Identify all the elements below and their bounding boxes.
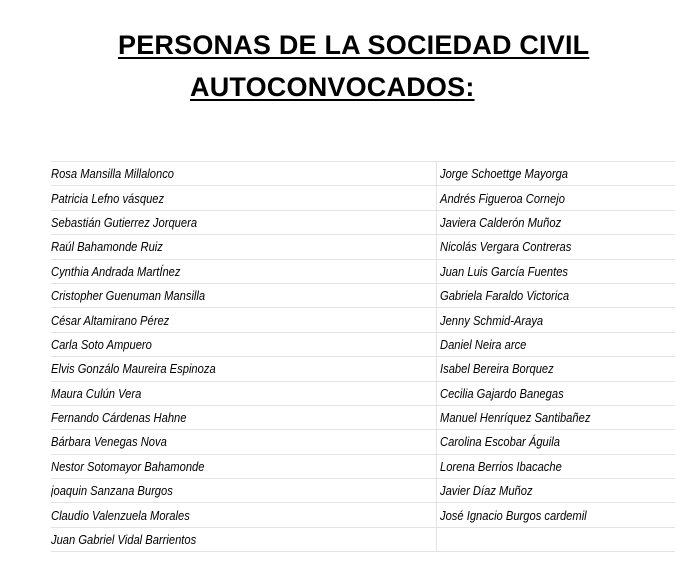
name-cell-right xyxy=(437,283,676,307)
name-cell-left xyxy=(51,283,437,307)
name-right: Javiera Calderón Muñoz xyxy=(440,214,562,230)
name-cell-left xyxy=(51,162,437,186)
table-row xyxy=(13,210,675,234)
name-cell-right xyxy=(437,503,676,527)
name-cell-right xyxy=(437,186,676,210)
name-cell-left xyxy=(51,235,437,259)
row-gutter xyxy=(13,479,51,503)
name-cell-left xyxy=(51,527,437,551)
row-gutter xyxy=(13,527,51,551)
name-left: Juan Gabriel Vidal Barrientos xyxy=(51,532,197,548)
name-cell-right xyxy=(437,527,676,551)
name-cell-left xyxy=(51,405,437,429)
name-left: Rosa Mansilla Millalonco xyxy=(51,166,175,182)
name-left: César Altamirano Pérez xyxy=(51,312,170,328)
table-row xyxy=(13,332,675,356)
name-left: Sebastián Gutierrez Jorquera xyxy=(51,214,198,230)
name-cell-left xyxy=(51,503,437,527)
name-left: Patricia Lefno vásquez xyxy=(51,190,165,206)
table-row xyxy=(13,503,675,527)
table-row xyxy=(13,235,675,259)
name-left: Cynthia Andrada MartÍnez xyxy=(51,263,181,279)
name-cell-left xyxy=(51,332,437,356)
row-gutter xyxy=(13,210,51,234)
title-line-2: AUTOCONVOCADOS: xyxy=(190,72,475,102)
row-gutter xyxy=(13,405,51,429)
name-right: Javier Díaz Muñoz xyxy=(440,483,533,499)
row-gutter xyxy=(13,454,51,478)
name-cell-left xyxy=(51,186,437,210)
table-row xyxy=(13,308,675,332)
name-left: Bárbara Venegas Nova xyxy=(51,434,167,450)
name-left: Raúl Bahamonde Ruiz xyxy=(51,239,163,255)
name-right: José Ignacio Burgos cardemil xyxy=(440,507,587,523)
name-cell-right xyxy=(437,357,676,381)
name-cell-right xyxy=(437,308,676,332)
name-cell-right xyxy=(437,381,676,405)
row-gutter xyxy=(13,162,51,186)
row-gutter xyxy=(13,259,51,283)
row-gutter xyxy=(13,186,51,210)
table-row xyxy=(13,283,675,307)
table-row xyxy=(13,527,675,551)
name-left: Fernando Cárdenas Hahne xyxy=(51,410,187,426)
name-right: Jorge Schoettge Mayorga xyxy=(440,166,569,182)
row-gutter xyxy=(13,332,51,356)
name-right: Andrés Figueroa Cornejo xyxy=(440,190,565,206)
table-row xyxy=(13,381,675,405)
name-cell-left xyxy=(51,454,437,478)
name-cell-right xyxy=(437,479,676,503)
name-left: Carla Soto Ampuero xyxy=(51,336,152,352)
name-cell-right xyxy=(437,259,676,283)
table-row xyxy=(13,186,675,210)
name-cell-left xyxy=(51,210,437,234)
name-left: Claudio Valenzuela Morales xyxy=(51,507,190,523)
row-gutter xyxy=(13,308,51,332)
name-cell-right xyxy=(437,235,676,259)
name-cell-right xyxy=(437,405,676,429)
name-right: Nicolás Vergara Contreras xyxy=(440,239,572,255)
name-cell-left xyxy=(51,259,437,283)
table-row xyxy=(13,259,675,283)
name-right: Carolina Escobar Águila xyxy=(440,434,560,450)
name-cell-left xyxy=(51,308,437,332)
row-gutter xyxy=(13,283,51,307)
name-cell-right xyxy=(437,430,676,454)
table-row xyxy=(13,405,675,429)
row-gutter xyxy=(13,503,51,527)
name-cell-right xyxy=(437,210,676,234)
table-row xyxy=(13,357,675,381)
names-table xyxy=(13,161,675,552)
table-row xyxy=(13,430,675,454)
title-line-1: PERSONAS DE LA SOCIEDAD CIVIL xyxy=(118,30,590,60)
name-cell-right xyxy=(437,454,676,478)
name-left: joaquin Sanzana Burgos xyxy=(51,483,173,499)
name-right: Juan Luis García Fuentes xyxy=(440,263,569,279)
name-right: Isabel Bereira Borquez xyxy=(440,361,554,377)
name-left: Elvis Gonzálo Maureira Espinoza xyxy=(51,361,216,377)
name-right: Daniel Neira arce xyxy=(440,336,527,352)
name-cell-right xyxy=(437,332,676,356)
name-cell-left xyxy=(51,479,437,503)
name-right: Gabriela Faraldo Victorica xyxy=(440,288,570,304)
row-gutter xyxy=(13,430,51,454)
name-right: Lorena Berrios Ibacache xyxy=(440,458,562,474)
table-row xyxy=(13,162,675,186)
row-gutter xyxy=(13,235,51,259)
row-gutter xyxy=(13,357,51,381)
name-cell-left xyxy=(51,357,437,381)
table-row xyxy=(13,479,675,503)
name-right: Cecilia Gajardo Banegas xyxy=(440,385,564,401)
name-right: Manuel Henríquez Santibañez xyxy=(440,410,591,426)
name-cell-left xyxy=(51,430,437,454)
names-table-body xyxy=(13,162,675,552)
name-cell-left xyxy=(51,381,437,405)
table-row xyxy=(13,454,675,478)
name-left: Cristopher Guenuman Mansilla xyxy=(51,288,206,304)
name-left: Maura Culún Vera xyxy=(51,385,142,401)
row-gutter xyxy=(13,381,51,405)
name-left: Nestor Sotomayor Bahamonde xyxy=(51,458,205,474)
name-cell-right xyxy=(437,162,676,186)
name-right: Jenny Schmid-Araya xyxy=(440,312,544,328)
